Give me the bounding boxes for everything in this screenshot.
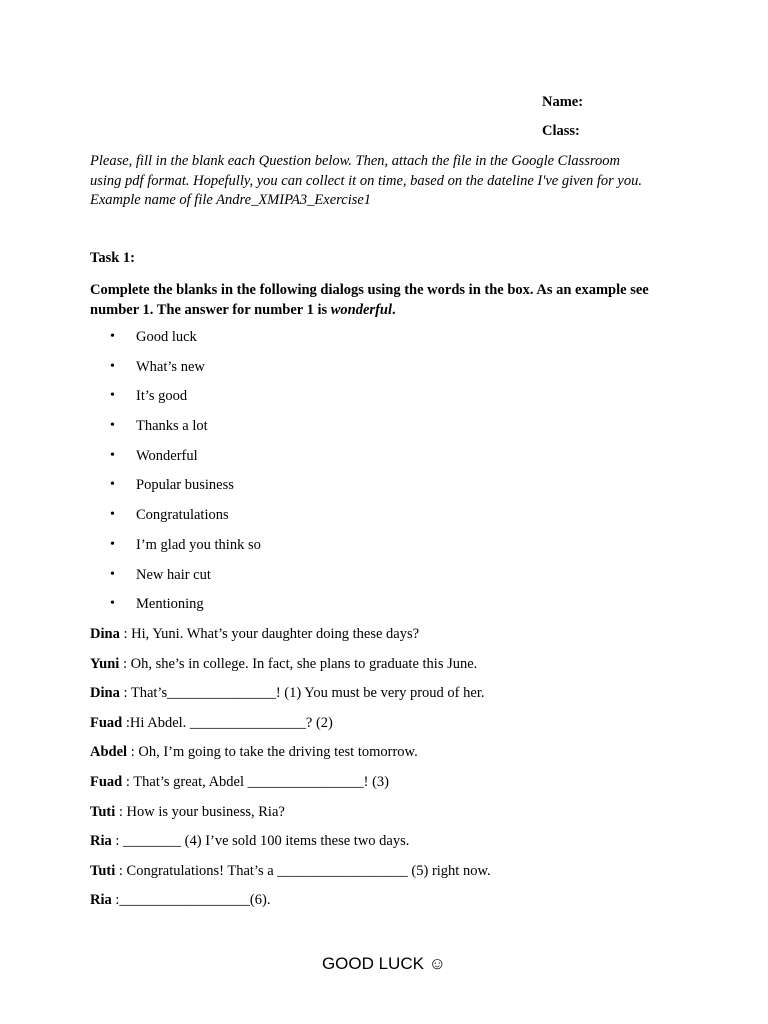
dialog-text: Oh, she’s in college. In fact, she plans to graduate this June. bbox=[130, 655, 478, 672]
dialog-separator: : bbox=[115, 803, 127, 820]
dialog-line bbox=[90, 625, 491, 655]
task-description bbox=[90, 281, 690, 320]
dialog-separator: : bbox=[115, 862, 127, 879]
dialog-separator: : bbox=[122, 714, 130, 731]
dialog-text: Hi, Yuni. What’s your daughter doing these days? bbox=[131, 626, 420, 642]
dialog-speaker: Ria bbox=[90, 892, 112, 909]
bullet-icon: • bbox=[110, 388, 115, 404]
word-box-item bbox=[110, 595, 261, 625]
word-box-item bbox=[110, 387, 261, 417]
dialog-line bbox=[90, 803, 491, 833]
bullet-icon: • bbox=[110, 596, 115, 612]
dialog-line bbox=[90, 743, 491, 773]
dialog-speaker: Tuti bbox=[90, 862, 116, 879]
word-box-item bbox=[110, 536, 261, 566]
dialog-speaker: Abdel bbox=[90, 744, 128, 761]
dialog-separator: : bbox=[127, 744, 139, 761]
word-box-item-label: It’s good bbox=[136, 388, 188, 405]
dialog-line bbox=[90, 832, 491, 862]
word-box-list bbox=[110, 328, 261, 625]
word-box-item bbox=[110, 476, 261, 506]
dialog-speaker: Dina bbox=[90, 626, 120, 642]
dialog-text: Congratulations! That’s a __________________ (5) right now. bbox=[126, 862, 491, 879]
word-box-item-label: Wonderful bbox=[136, 447, 198, 464]
dialog-line bbox=[90, 714, 491, 744]
dialog-separator: : bbox=[119, 655, 131, 672]
dialog-separator: : bbox=[119, 685, 131, 702]
bullet-icon: • bbox=[110, 418, 115, 434]
dialog-text: Oh, I’m going to take the driving test tomorrow. bbox=[138, 744, 418, 761]
instructions-text: Please, fill in the blank each Question below. Then, attach the file in the Google Classroom using pdf format. Hopefully, you can collect it on time, based on the dateline I've given for you. Example name of file Andre_XMIPA3_Exercise1 bbox=[90, 153, 642, 208]
dialog-speaker: Dina bbox=[90, 685, 120, 702]
word-box-item bbox=[110, 447, 261, 477]
dialog-separator: : bbox=[119, 626, 132, 642]
dialog-speaker: Ria bbox=[90, 833, 112, 850]
task-title: Task 1: bbox=[90, 250, 136, 266]
dialog-text: That’s_______________! (1) You must be very proud of her. bbox=[130, 685, 485, 702]
dialog-section bbox=[90, 625, 491, 921]
dialog-line bbox=[90, 891, 491, 921]
word-box-item bbox=[110, 566, 261, 596]
dialog-separator: : bbox=[111, 892, 120, 909]
task-description-end: . bbox=[392, 301, 396, 318]
dialog-separator: : bbox=[122, 773, 134, 790]
word-box-item-label: Congratulations bbox=[136, 507, 229, 524]
word-box-item-label: What’s new bbox=[136, 358, 205, 375]
name-label: Name: bbox=[542, 94, 584, 110]
dialog-text: Hi Abdel. ________________? (2) bbox=[129, 714, 333, 731]
dialog-speaker: Tuti bbox=[90, 803, 116, 820]
bullet-icon: • bbox=[110, 536, 115, 552]
bullet-icon: • bbox=[110, 447, 115, 463]
bullet-icon: • bbox=[110, 566, 115, 582]
bullet-icon: • bbox=[110, 329, 115, 344]
word-box-item bbox=[110, 417, 261, 447]
bullet-icon: • bbox=[110, 358, 115, 374]
task-description-main: Complete the blanks in the following dialogs using the words in the box. As an example see number 1. The answer for number 1 is bbox=[90, 282, 649, 318]
dialog-text: That’s great, Abdel ________________! (3) bbox=[133, 773, 389, 790]
bullet-icon: • bbox=[110, 477, 115, 493]
dialog-speaker: Fuad bbox=[90, 773, 123, 790]
footer-good-luck: GOOD LUCK ☺ bbox=[321, 954, 447, 973]
word-box-item bbox=[110, 328, 261, 358]
word-box-item-label: Mentioning bbox=[136, 596, 204, 613]
word-box-item bbox=[110, 358, 261, 388]
dialog-separator: : bbox=[111, 833, 124, 850]
dialog-line bbox=[90, 773, 491, 803]
word-box-item-label: Thanks a lot bbox=[136, 418, 208, 435]
bullet-icon: • bbox=[110, 507, 115, 523]
word-box-item bbox=[110, 506, 261, 536]
dialog-text: How is your business, Ria? bbox=[126, 803, 285, 820]
dialog-speaker: Fuad bbox=[90, 714, 123, 731]
word-box-item-label: Good luck bbox=[136, 329, 197, 345]
dialog-line bbox=[90, 655, 491, 685]
class-label: Class: bbox=[542, 123, 580, 139]
word-box-item-label: Popular business bbox=[136, 477, 234, 494]
dialog-speaker: Yuni bbox=[90, 655, 120, 672]
dialog-line bbox=[90, 862, 491, 892]
task-description-answer: wonderful bbox=[330, 301, 393, 318]
dialog-text: __________________(6). bbox=[119, 892, 271, 909]
word-box-item-label: New hair cut bbox=[136, 566, 211, 583]
dialog-text: ________ (4) I’ve sold 100 items these two days. bbox=[123, 833, 410, 850]
word-box-item-label: I’m glad you think so bbox=[136, 536, 261, 553]
dialog-line bbox=[90, 684, 491, 714]
